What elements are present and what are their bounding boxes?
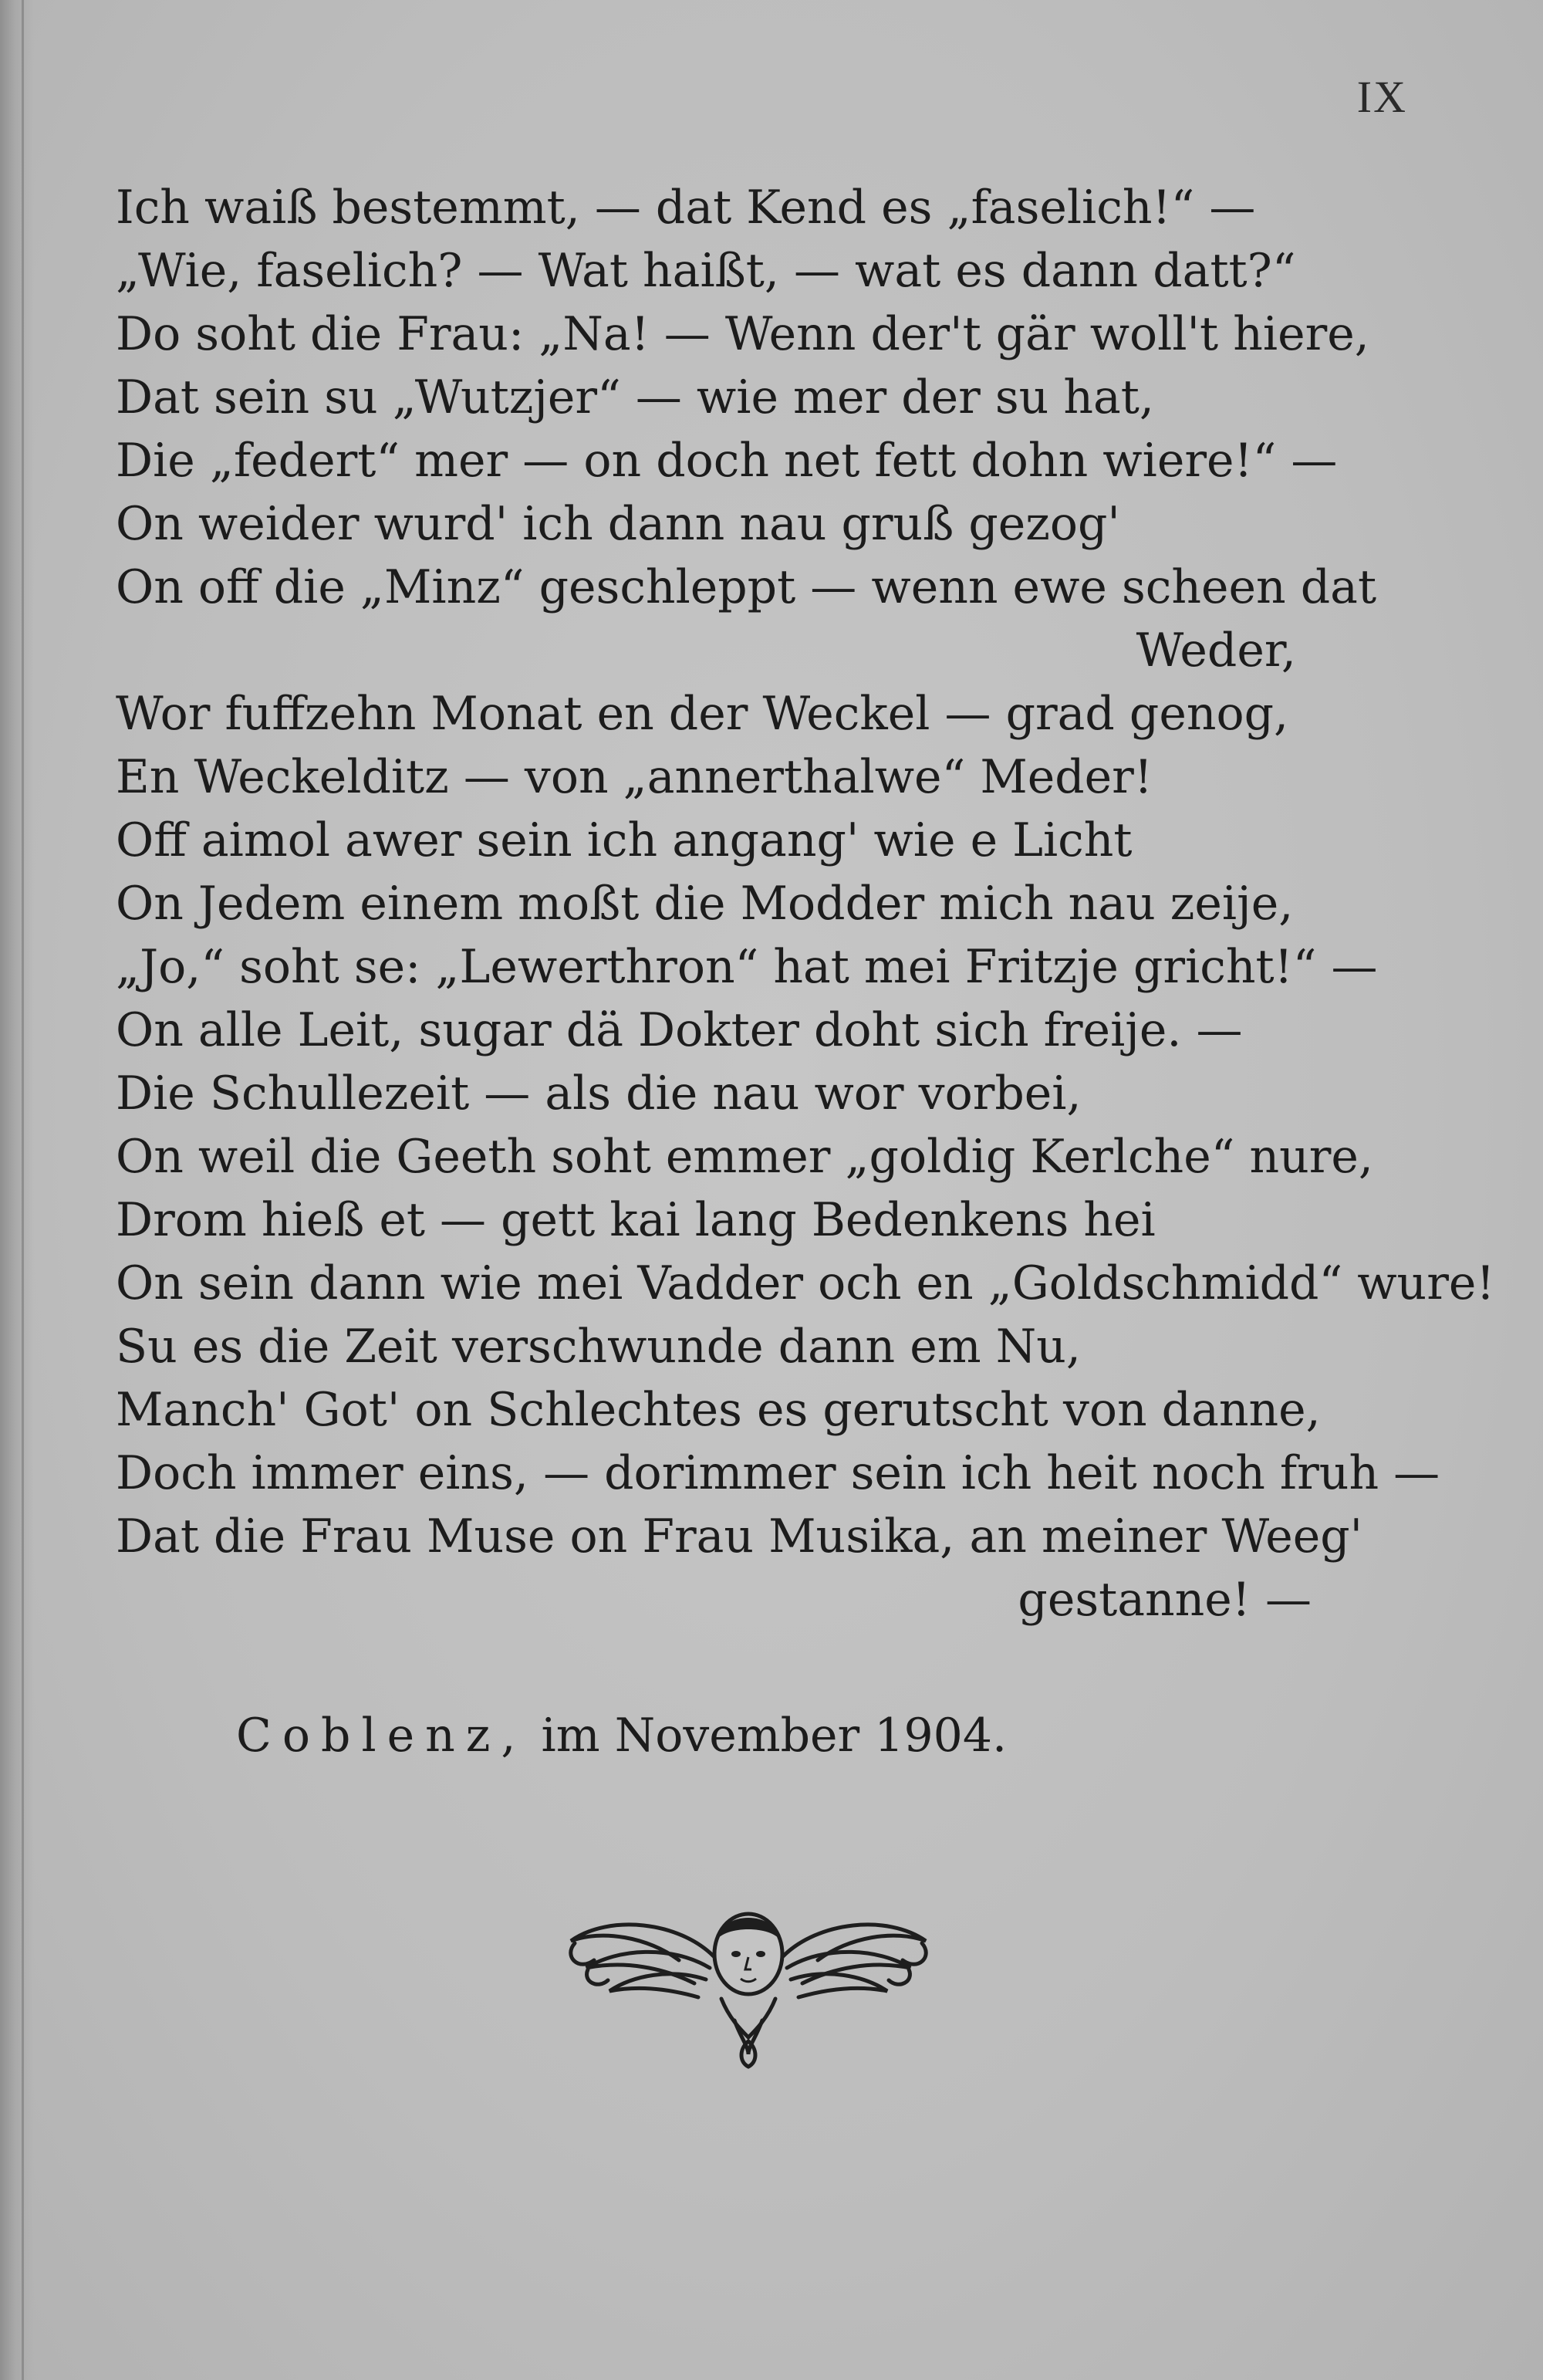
poem-line: Manch' Got' on Schlechtes es gerutscht von danne, xyxy=(116,1383,1321,1437)
poem-line: Su es die Zeit verschwunde dann em Nu, xyxy=(116,1320,1081,1374)
poem-line: Off aimol awer sein ich angang' wie e Licht xyxy=(116,813,1133,867)
poem-line: Ich waiß bestemmt, — dat Kend es „faselich!“ — xyxy=(116,181,1256,235)
poem-line: On weider wurd' ich dann nau gruß gezog' xyxy=(116,497,1120,551)
dateline xyxy=(236,1704,1007,1767)
poem-line: On sein dann wie mei Vadder och en „Goldschmidd“ wure! xyxy=(116,1256,1495,1310)
poem-line: On weil die Geeth soht emmer „goldig Kerlche“ nure, xyxy=(116,1130,1373,1184)
page-number: IX xyxy=(1356,72,1407,122)
binding-line xyxy=(22,0,24,2380)
poem-line: Die „federt“ mer — on doch net fett dohn wiere!“ — xyxy=(116,434,1338,488)
dateline-date: im November 1904. xyxy=(541,1709,1008,1763)
poem-line-continuation: gestanne! — xyxy=(1018,1573,1312,1627)
poem-line: Drom hieß et — gett kai lang Bedenkens hei xyxy=(116,1193,1156,1247)
dateline-place: Coblenz, xyxy=(236,1709,527,1763)
poem-line-continuation: Weder, xyxy=(1136,624,1296,678)
poem-line: On off die „Minz“ geschleppt — wenn ewe scheen dat xyxy=(116,560,1377,614)
angel-vignette-icon xyxy=(555,1883,941,2076)
poem-line: Do soht die Frau: „Na! — Wenn der't gär woll't hiere, xyxy=(116,307,1369,361)
binding-edge xyxy=(0,0,34,2380)
poem-line: „Wie, faselich? — Wat haißt, — wat es dann datt?“ xyxy=(116,244,1296,298)
poem-line: On alle Leit, sugar dä Dokter doht sich freije. — xyxy=(116,1003,1243,1057)
poem xyxy=(116,176,1495,1631)
poem-line: Doch immer eins, — dorimmer sein ich heit noch fruh — xyxy=(116,1446,1440,1500)
poem-line: Die Schullezeit — als die nau wor vorbei, xyxy=(116,1067,1082,1121)
poem-line: Dat die Frau Muse on Frau Musika, an meiner Weeg' xyxy=(116,1509,1363,1564)
poem-line: Dat sein su „Wutzjer“ — wie mer der su hat, xyxy=(116,370,1154,424)
poem-line: On Jedem einem moßt die Modder mich nau zeije, xyxy=(116,877,1294,931)
poem-line: En Weckelditz — von „annerthalwe“ Meder! xyxy=(116,750,1153,804)
poem-line: „Jo,“ soht se: „Lewerthron“ hat mei Fritzje gricht!“ — xyxy=(116,940,1378,994)
poem-line: Wor fuffzehn Monat en der Weckel — grad genog, xyxy=(116,687,1289,741)
